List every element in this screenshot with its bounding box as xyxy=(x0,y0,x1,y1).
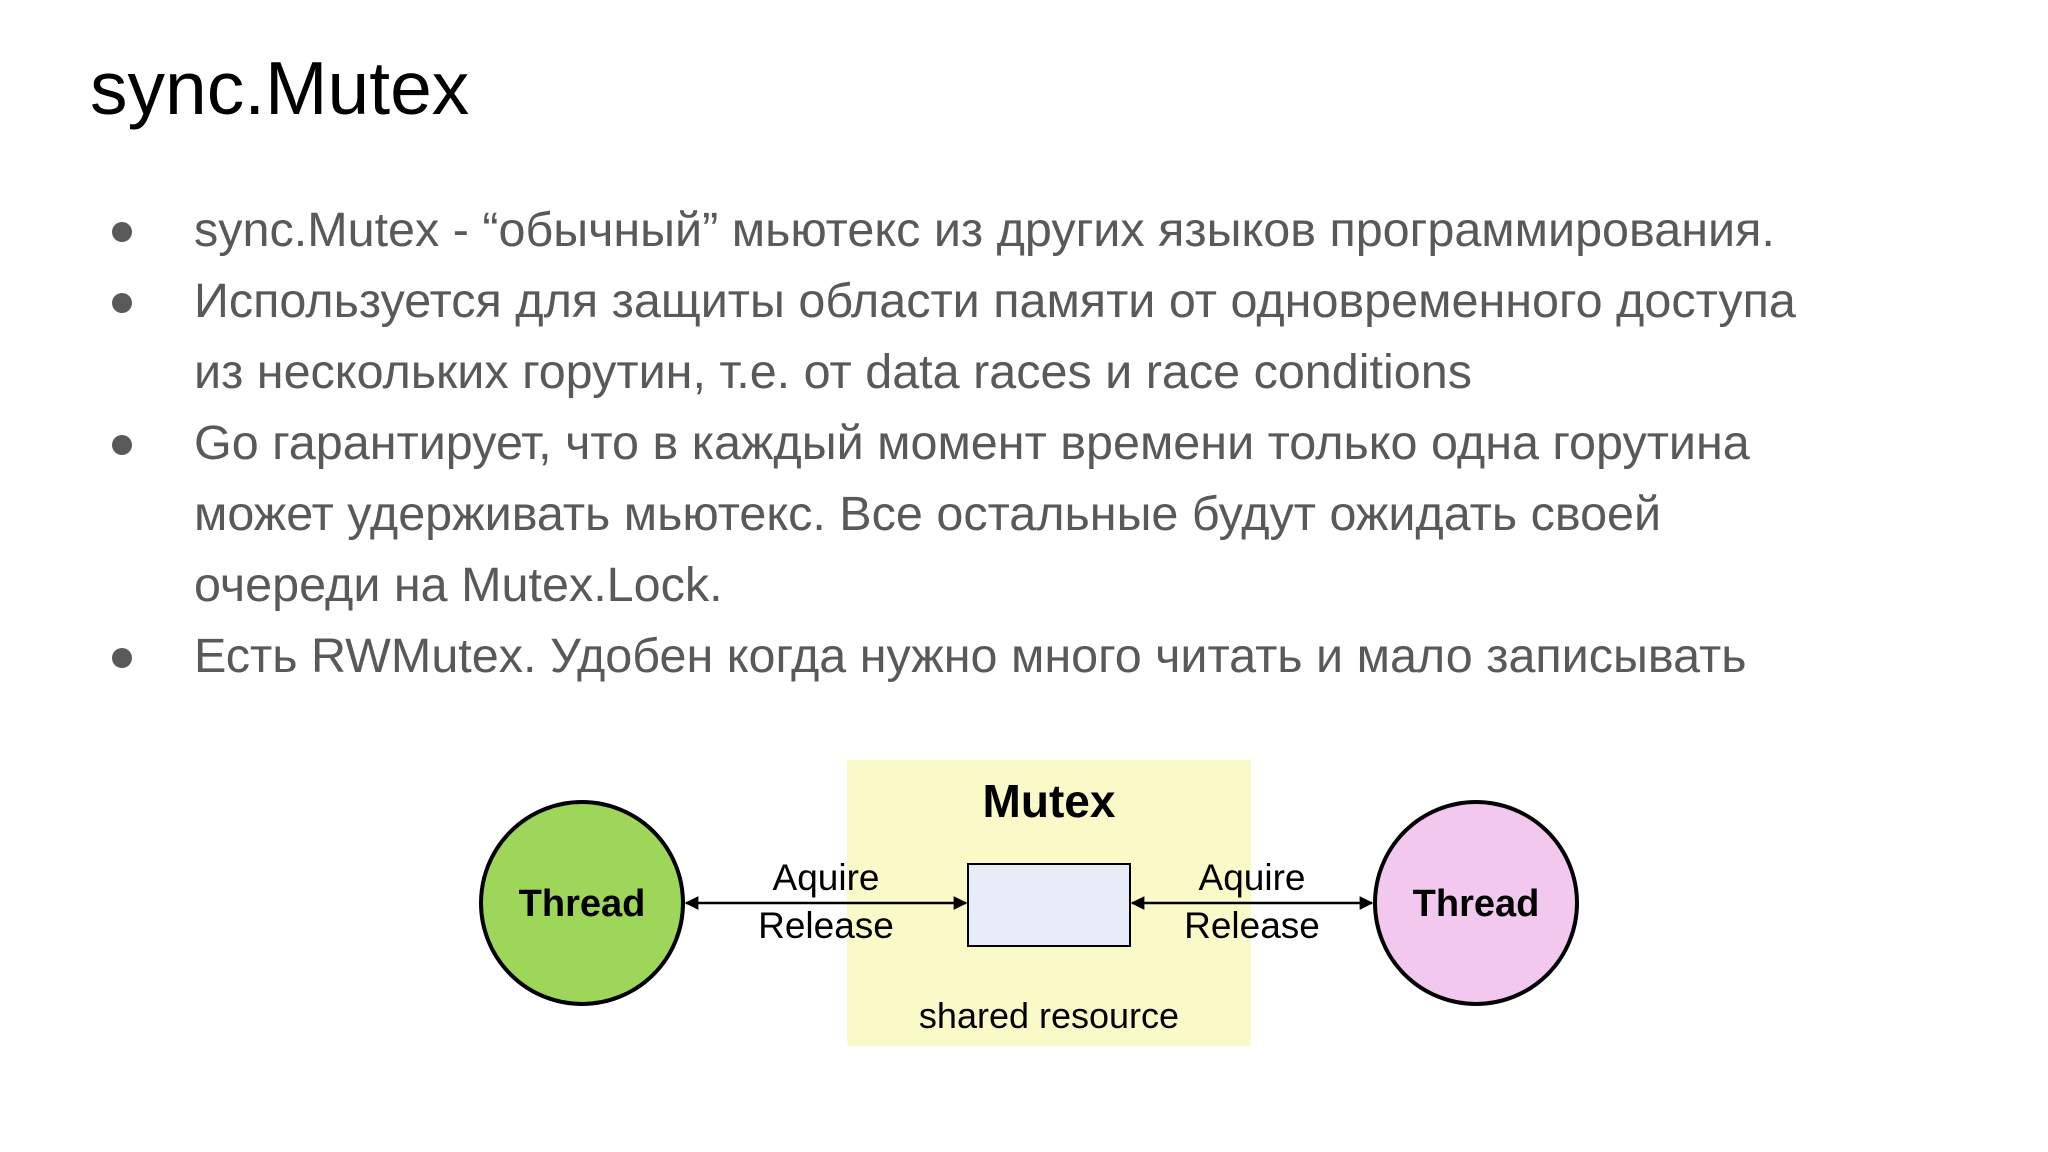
bullet-text-line: из нескольких горутин, т.е. от data races и race conditions xyxy=(194,345,1472,399)
shared-resource-label: shared resource xyxy=(918,995,1180,1036)
left-release-label: Release xyxy=(758,905,894,946)
left-thread-label: Thread xyxy=(518,883,646,925)
right-release-label: Release xyxy=(1184,905,1320,946)
bullet-text-line: Go гарантирует, что в каждый момент времени только одна горутина xyxy=(194,416,1750,470)
left-acquire-label: Aquire xyxy=(772,857,880,898)
mutex-title: Mutex xyxy=(982,775,1116,827)
right-acquire-label: Aquire xyxy=(1198,857,1306,898)
slide-title: sync.Mutex xyxy=(90,46,470,130)
bullet-text-line: sync.Mutex - “обычный” мьютекс из других языков программирования. xyxy=(194,203,1775,257)
shared-resource-box xyxy=(968,864,1130,946)
bullet-text-line: Используется для защиты области памяти от одновременного доступа xyxy=(194,274,1796,328)
bullet-text-line: очереди на Mutex.Lock. xyxy=(194,558,723,612)
bullet-text-line: Есть RWMutex. Удобен когда нужно много читать и мало записывать xyxy=(194,629,1747,683)
bullet-text-line: может удерживать мьютекс. Все остальные будут ожидать своей xyxy=(194,487,1662,541)
right-thread-label: Thread xyxy=(1412,883,1540,925)
